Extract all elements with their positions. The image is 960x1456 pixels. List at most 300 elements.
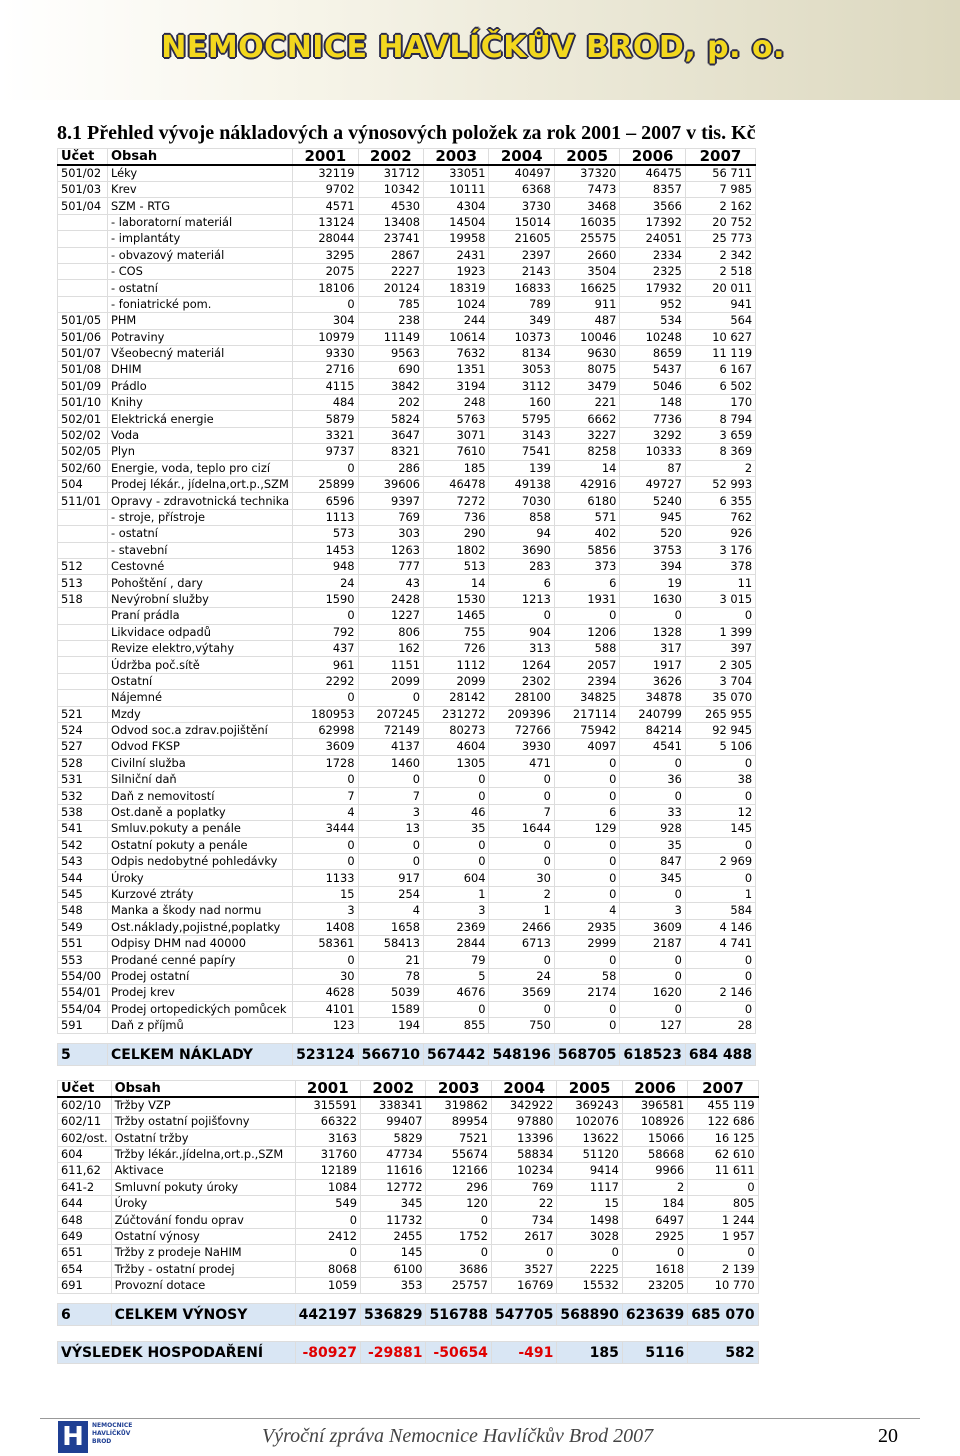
value-cell: 1024 [424, 296, 489, 312]
value-cell: 6 502 [685, 378, 755, 394]
value-cell: 3566 [620, 198, 685, 214]
value-cell: 0 [554, 608, 619, 624]
value-cell: 2225 [557, 1261, 622, 1277]
item-cell: Silniční daň [108, 772, 293, 788]
value-cell: 1658 [358, 919, 423, 935]
table-row [58, 362, 756, 378]
account-cell [58, 214, 108, 230]
value-cell: 1453 [293, 542, 358, 558]
value-cell: 46 [424, 804, 489, 820]
value-cell: 945 [620, 509, 685, 525]
value-cell: 9563 [358, 345, 423, 361]
table-row [58, 739, 756, 755]
value-cell: 1 957 [688, 1228, 758, 1244]
value-cell: 102076 [557, 1114, 622, 1130]
value-cell: 0 [489, 952, 554, 968]
value-cell: 2394 [554, 673, 619, 689]
value-cell: 3028 [557, 1228, 622, 1244]
value-cell: 7610 [424, 444, 489, 460]
value-cell: 8357 [620, 182, 685, 198]
value-cell: 3753 [620, 542, 685, 558]
value-cell: 13622 [557, 1130, 622, 1146]
value-cell: 5 106 [685, 739, 755, 755]
table-row [58, 296, 756, 312]
table-row [58, 231, 756, 247]
total-label-cell: CELKEM NÁKLADY [108, 1044, 293, 1066]
value-cell: 769 [491, 1179, 556, 1195]
value-cell: 2143 [489, 263, 554, 279]
table-row [58, 1245, 759, 1261]
value-cell: 139 [489, 460, 554, 476]
account-cell: 501/09 [58, 378, 108, 394]
account-cell: 591 [58, 1017, 108, 1033]
item-cell: Ostatní pokuty a penále [108, 837, 293, 853]
value-cell: 4 [358, 903, 423, 919]
table-header-row [58, 1081, 759, 1098]
value-cell: 3626 [620, 673, 685, 689]
item-cell: Údržba poč.sítě [108, 657, 293, 673]
value-cell: 24 [489, 968, 554, 984]
value-cell: 1917 [620, 657, 685, 673]
item-cell: - foniatrické pom. [108, 296, 293, 312]
value-cell: 87 [620, 460, 685, 476]
value-cell: 0 [554, 1017, 619, 1033]
value-cell: 3071 [424, 427, 489, 443]
table-row [58, 1277, 759, 1293]
table-row [58, 821, 756, 837]
value-cell: 14 [554, 460, 619, 476]
value-cell: 2844 [424, 935, 489, 951]
value-cell: 145 [361, 1245, 426, 1261]
value-cell: 38 [685, 772, 755, 788]
value-cell: 0 [620, 608, 685, 624]
account-cell: 543 [58, 854, 108, 870]
value-cell: 484 [293, 395, 358, 411]
value-cell: 1752 [426, 1228, 491, 1244]
value-cell: 16833 [489, 280, 554, 296]
value-cell: 6 167 [685, 362, 755, 378]
value-cell: 7736 [620, 411, 685, 427]
value-cell: 4628 [293, 985, 358, 1001]
value-cell: 10979 [293, 329, 358, 345]
item-cell: Prodej ostatní [108, 968, 293, 984]
value-cell: 20 752 [685, 214, 755, 230]
value-cell: 0 [293, 952, 358, 968]
value-cell: 7030 [489, 493, 554, 509]
total-account-cell: 6 [58, 1304, 112, 1326]
item-cell: - ostatní [108, 526, 293, 542]
account-cell: 691 [58, 1277, 112, 1293]
table-header-row [58, 149, 756, 166]
value-cell: 1618 [622, 1261, 687, 1277]
value-cell: 584 [685, 903, 755, 919]
account-cell [58, 673, 108, 689]
value-cell: 17392 [620, 214, 685, 230]
value-cell: 1923 [424, 263, 489, 279]
value-cell: 961 [293, 657, 358, 673]
table-row [58, 378, 756, 394]
value-cell: 0 [685, 968, 755, 984]
item-cell: DHIM [108, 362, 293, 378]
value-cell: 4304 [424, 198, 489, 214]
table-row [58, 263, 756, 279]
account-cell [58, 657, 108, 673]
value-cell: 4541 [620, 739, 685, 755]
page-number: 20 [878, 1425, 898, 1447]
value-cell: 4 741 [685, 935, 755, 951]
value-cell: 3227 [554, 427, 619, 443]
value-cell: 3 [358, 804, 423, 820]
value-cell: 7 985 [685, 182, 755, 198]
value-cell: 10 627 [685, 329, 755, 345]
result-value-cell: 185 [557, 1342, 622, 1364]
value-cell: 6596 [293, 493, 358, 509]
total-value-cell: 442197 [295, 1304, 360, 1326]
account-cell [58, 247, 108, 263]
value-cell: 162 [358, 640, 423, 656]
value-cell: 6100 [361, 1261, 426, 1277]
value-cell: 5046 [620, 378, 685, 394]
value-cell: 25 773 [685, 231, 755, 247]
table-row [58, 427, 756, 443]
value-cell: 855 [424, 1017, 489, 1033]
account-cell: 502/02 [58, 427, 108, 443]
account-cell: 528 [58, 755, 108, 771]
value-cell: 2 146 [685, 985, 755, 1001]
table-row [58, 1179, 759, 1195]
account-cell: 541 [58, 821, 108, 837]
value-cell: 6368 [489, 182, 554, 198]
account-cell: 551 [58, 935, 108, 951]
value-cell: 30 [293, 968, 358, 984]
value-cell: 3292 [620, 427, 685, 443]
account-cell: 651 [58, 1245, 112, 1261]
value-cell: 6 355 [685, 493, 755, 509]
table-row [58, 1228, 759, 1244]
account-cell [58, 526, 108, 542]
total-value-cell: 548196 [489, 1044, 554, 1066]
table-row [58, 1261, 759, 1277]
value-cell: 3609 [293, 739, 358, 755]
value-cell: 0 [554, 870, 619, 886]
account-cell: 532 [58, 788, 108, 804]
value-cell: 1408 [293, 919, 358, 935]
account-cell: 502/01 [58, 411, 108, 427]
value-cell: 49138 [489, 477, 554, 493]
value-cell: 12772 [361, 1179, 426, 1195]
item-cell: Daň z příjmů [108, 1017, 293, 1033]
value-cell: 3295 [293, 247, 358, 263]
value-cell: 16769 [491, 1277, 556, 1293]
value-cell: 2 139 [688, 1261, 758, 1277]
value-cell: 0 [293, 608, 358, 624]
value-cell: 286 [358, 460, 423, 476]
account-cell: 602/ost. [58, 1130, 112, 1146]
value-cell: 40497 [489, 165, 554, 182]
value-cell: 12 [685, 804, 755, 820]
value-cell: 1498 [557, 1212, 622, 1228]
value-cell: 1213 [489, 591, 554, 607]
item-cell: Elektrická energie [108, 411, 293, 427]
value-cell: 534 [620, 313, 685, 329]
value-cell: 487 [554, 313, 619, 329]
value-cell: 194 [358, 1017, 423, 1033]
value-cell: 58361 [293, 935, 358, 951]
value-cell: 6180 [554, 493, 619, 509]
value-cell: 1084 [295, 1179, 360, 1195]
value-cell: 303 [358, 526, 423, 542]
value-cell: 30 [489, 870, 554, 886]
value-cell: 769 [358, 509, 423, 525]
value-cell: 184 [622, 1195, 687, 1211]
value-cell: 1206 [554, 624, 619, 640]
table-row [58, 345, 756, 361]
value-cell: 750 [489, 1017, 554, 1033]
value-cell: 84214 [620, 722, 685, 738]
item-cell: Plyn [108, 444, 293, 460]
account-cell: 545 [58, 886, 108, 902]
total-value-cell: 685 070 [688, 1304, 758, 1326]
value-cell: 9737 [293, 444, 358, 460]
value-cell: 0 [620, 1001, 685, 1017]
table-row [58, 313, 756, 329]
value-cell: 0 [554, 952, 619, 968]
account-cell: 554/01 [58, 985, 108, 1001]
value-cell: 23205 [622, 1277, 687, 1293]
table-row [58, 558, 756, 574]
value-cell: 1 [424, 886, 489, 902]
table-row [58, 395, 756, 411]
value-cell: 33 [620, 804, 685, 820]
value-cell: 948 [293, 558, 358, 574]
value-cell: 789 [489, 296, 554, 312]
value-cell: 2099 [358, 673, 423, 689]
value-cell: 170 [685, 395, 755, 411]
value-cell: 35 [424, 821, 489, 837]
value-cell: 24 [293, 575, 358, 591]
value-cell: 58 [554, 968, 619, 984]
value-cell: 296 [426, 1179, 491, 1195]
value-cell: 11732 [361, 1212, 426, 1228]
value-cell: 13 [358, 821, 423, 837]
value-cell: 345 [361, 1195, 426, 1211]
item-cell: Krev [108, 182, 293, 198]
value-cell: 35 070 [685, 690, 755, 706]
value-cell: 16 125 [688, 1130, 758, 1146]
item-cell: Všeobecný materiál [108, 345, 293, 361]
value-cell: 2369 [424, 919, 489, 935]
value-cell: 6713 [489, 935, 554, 951]
value-cell: 4 [554, 903, 619, 919]
value-cell: 62 610 [688, 1146, 758, 1162]
value-cell: 5829 [361, 1130, 426, 1146]
value-cell: 549 [295, 1195, 360, 1211]
value-cell: 0 [424, 1001, 489, 1017]
value-cell: 604 [424, 870, 489, 886]
value-cell: 792 [293, 624, 358, 640]
value-cell: 3479 [554, 378, 619, 394]
value-cell: 92 945 [685, 722, 755, 738]
value-cell: 78 [358, 968, 423, 984]
table-row [58, 903, 756, 919]
value-cell: 3 659 [685, 427, 755, 443]
total-account-cell: 5 [58, 1044, 108, 1066]
value-cell: 690 [358, 362, 423, 378]
value-cell: 7632 [424, 345, 489, 361]
value-cell: 34878 [620, 690, 685, 706]
value-cell: 254 [358, 886, 423, 902]
cost-table [57, 148, 756, 1066]
value-cell: 0 [489, 608, 554, 624]
table-row [58, 182, 756, 198]
value-cell: 373 [554, 558, 619, 574]
value-cell: 755 [424, 624, 489, 640]
value-cell: 8321 [358, 444, 423, 460]
account-cell: 548 [58, 903, 108, 919]
item-cell: Úroky [111, 1195, 295, 1211]
value-cell: 588 [554, 640, 619, 656]
item-cell: - stavební [108, 542, 293, 558]
value-cell: 1351 [424, 362, 489, 378]
table-row [58, 526, 756, 542]
value-cell: 2099 [424, 673, 489, 689]
total-row [58, 1304, 759, 1326]
account-cell [58, 640, 108, 656]
value-cell: 148 [620, 395, 685, 411]
value-cell: 317 [620, 640, 685, 656]
value-cell: 437 [293, 640, 358, 656]
value-cell: 3690 [489, 542, 554, 558]
value-cell: 342922 [491, 1097, 556, 1114]
table-row [58, 509, 756, 525]
item-cell: Likvidace odpadů [108, 624, 293, 640]
spacer-row [58, 1294, 759, 1304]
value-cell: 2 162 [685, 198, 755, 214]
value-cell: 3930 [489, 739, 554, 755]
table-row [58, 870, 756, 886]
value-cell: 5879 [293, 411, 358, 427]
table-row [58, 837, 756, 853]
item-cell: Revize elektro,výtahy [108, 640, 293, 656]
item-cell: Odpisy DHM nad 40000 [108, 935, 293, 951]
value-cell: 6497 [622, 1212, 687, 1228]
account-cell: 648 [58, 1212, 112, 1228]
value-cell: 3569 [489, 985, 554, 1001]
account-cell: 554/04 [58, 1001, 108, 1017]
value-cell: 5763 [424, 411, 489, 427]
col-header-account: Účet [58, 149, 108, 166]
value-cell: 4101 [293, 1001, 358, 1017]
value-cell: 25899 [293, 477, 358, 493]
account-cell: 654 [58, 1261, 112, 1277]
value-cell: 62998 [293, 722, 358, 738]
item-cell: Prodej krev [108, 985, 293, 1001]
value-cell: 31760 [295, 1146, 360, 1162]
value-cell: 2 [622, 1179, 687, 1195]
item-cell: Ost.náklady,pojistné,poplatky [108, 919, 293, 935]
item-cell: Pohoštění , dary [108, 575, 293, 591]
col-header-account: Účet [58, 1081, 112, 1098]
item-cell: Voda [108, 427, 293, 443]
value-cell: 35 [620, 837, 685, 853]
value-cell: 1589 [358, 1001, 423, 1017]
value-cell: 238 [358, 313, 423, 329]
value-cell: 1263 [358, 542, 423, 558]
value-cell: 11616 [361, 1163, 426, 1179]
value-cell: 0 [489, 854, 554, 870]
item-cell: Smluvní pokuty úroky [111, 1179, 295, 1195]
value-cell: 265 955 [685, 706, 755, 722]
value-cell: 10333 [620, 444, 685, 460]
item-cell: Léky [108, 165, 293, 182]
value-cell: 2057 [554, 657, 619, 673]
value-cell: 2302 [489, 673, 554, 689]
table-row [58, 935, 756, 951]
value-cell: 2397 [489, 247, 554, 263]
account-cell: 502/60 [58, 460, 108, 476]
value-cell: 4097 [554, 739, 619, 755]
value-cell: 378 [685, 558, 755, 574]
value-cell: 0 [685, 788, 755, 804]
value-cell: 58834 [491, 1146, 556, 1162]
value-cell: 1 [489, 903, 554, 919]
item-cell: Civilní služba [108, 755, 293, 771]
table-row [58, 985, 756, 1001]
value-cell: 0 [424, 772, 489, 788]
item-cell: Tržby - ostatní prodej [111, 1261, 295, 1277]
value-cell: 28044 [293, 231, 358, 247]
result-value-cell: -29881 [361, 1342, 426, 1364]
col-header-year: 2003 [426, 1081, 491, 1098]
value-cell: 1620 [620, 985, 685, 1001]
value-cell: 15066 [622, 1130, 687, 1146]
table-row [58, 329, 756, 345]
value-cell: 8075 [554, 362, 619, 378]
value-cell: 3321 [293, 427, 358, 443]
value-cell: 6662 [554, 411, 619, 427]
account-cell [58, 296, 108, 312]
value-cell: 207245 [358, 706, 423, 722]
account-cell: 501/05 [58, 313, 108, 329]
value-cell: 3 [424, 903, 489, 919]
value-cell: 3112 [489, 378, 554, 394]
section-heading: 8.1 Přehled vývoje nákladových a výnosových položek za rok 2001 – 2007 v tis. Kč [57, 122, 756, 144]
value-cell: 23741 [358, 231, 423, 247]
header-banner [0, 0, 960, 100]
value-cell: 2325 [620, 263, 685, 279]
value-cell: 11 119 [685, 345, 755, 361]
value-cell: 0 [554, 854, 619, 870]
value-cell: 941 [685, 296, 755, 312]
value-cell: 3 704 [685, 673, 755, 689]
value-cell: 0 [685, 837, 755, 853]
value-cell: 345 [620, 870, 685, 886]
col-header-year: 2004 [489, 149, 554, 166]
item-cell: - implantáty [108, 231, 293, 247]
value-cell: 520 [620, 526, 685, 542]
account-cell: 518 [58, 591, 108, 607]
value-cell: 2075 [293, 263, 358, 279]
total-value-cell: 567442 [424, 1044, 489, 1066]
value-cell: 0 [293, 296, 358, 312]
account-cell: 513 [58, 575, 108, 591]
col-header-year: 2002 [358, 149, 423, 166]
value-cell: 349 [489, 313, 554, 329]
value-cell: 0 [295, 1245, 360, 1261]
account-cell: 502/05 [58, 444, 108, 460]
value-cell: 18106 [293, 280, 358, 296]
value-cell: 0 [293, 690, 358, 706]
